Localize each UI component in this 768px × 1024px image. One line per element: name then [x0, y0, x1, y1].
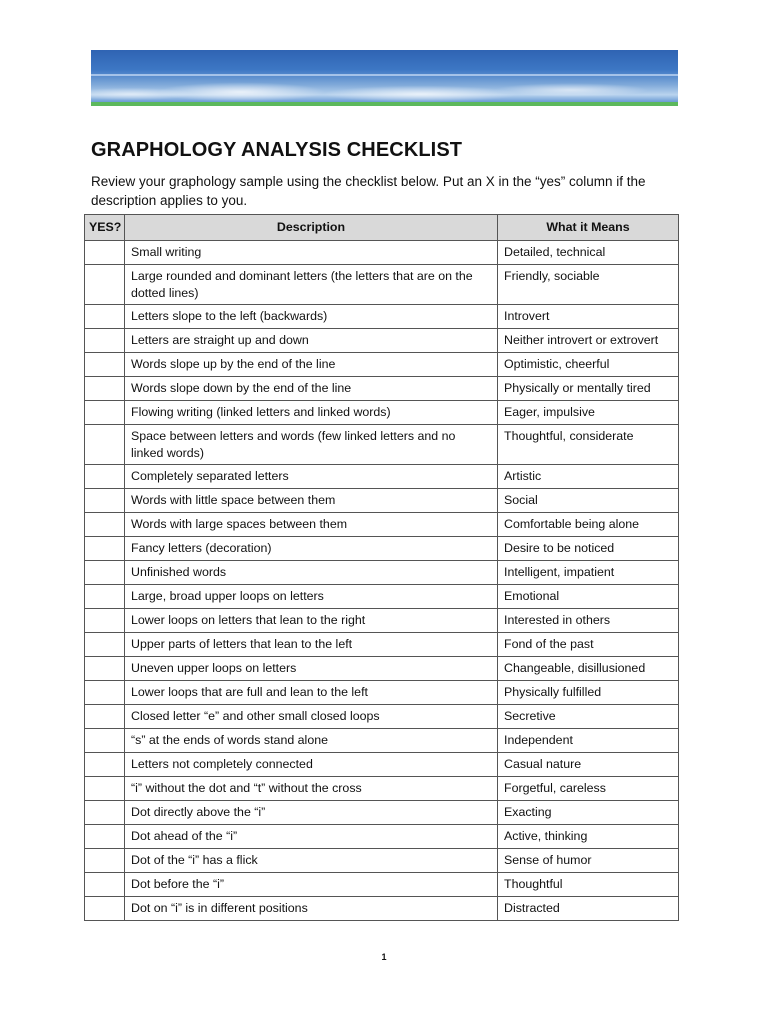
description-cell: Lower loops on letters that lean to the right	[125, 609, 498, 633]
table-row	[85, 753, 679, 777]
yes-checkbox-cell[interactable]	[85, 873, 125, 897]
description-cell: “i” without the dot and “t” without the cross	[125, 777, 498, 801]
yes-checkbox-cell[interactable]	[85, 753, 125, 777]
column-header-yes: YES?	[85, 215, 125, 241]
meaning-cell: Emotional	[498, 585, 679, 609]
yes-checkbox-cell[interactable]	[85, 329, 125, 353]
meaning-cell: Detailed, technical	[498, 241, 679, 265]
yes-checkbox-cell[interactable]	[85, 353, 125, 377]
table-row	[85, 873, 679, 897]
table-row	[85, 585, 679, 609]
meaning-cell: Interested in others	[498, 609, 679, 633]
yes-checkbox-cell[interactable]	[85, 897, 125, 921]
meaning-cell: Desire to be noticed	[498, 537, 679, 561]
description-cell: “s” at the ends of words stand alone	[125, 729, 498, 753]
table-row	[85, 489, 679, 513]
description-cell: Flowing writing (linked letters and linked words)	[125, 401, 498, 425]
meaning-cell: Friendly, sociable	[498, 265, 679, 305]
description-cell: Letters not completely connected	[125, 753, 498, 777]
description-cell: Dot directly above the “i”	[125, 801, 498, 825]
description-cell: Upper parts of letters that lean to the left	[125, 633, 498, 657]
yes-checkbox-cell[interactable]	[85, 241, 125, 265]
table-row	[85, 425, 679, 465]
yes-checkbox-cell[interactable]	[85, 633, 125, 657]
yes-checkbox-cell[interactable]	[85, 681, 125, 705]
yes-checkbox-cell[interactable]	[85, 513, 125, 537]
meaning-cell: Active, thinking	[498, 825, 679, 849]
meaning-cell: Thoughtful, considerate	[498, 425, 679, 465]
meaning-cell: Fond of the past	[498, 633, 679, 657]
yes-checkbox-cell[interactable]	[85, 801, 125, 825]
yes-checkbox-cell[interactable]	[85, 489, 125, 513]
meaning-cell: Independent	[498, 729, 679, 753]
description-cell: Dot on “i” is in different positions	[125, 897, 498, 921]
description-cell: Dot of the “i” has a flick	[125, 849, 498, 873]
yes-checkbox-cell[interactable]	[85, 305, 125, 329]
table-row	[85, 241, 679, 265]
meaning-cell: Comfortable being alone	[498, 513, 679, 537]
intro-text: Review your graphology sample using the checklist below. Put an X in the “yes” column if the description applies to you.	[91, 174, 646, 208]
meaning-cell: Artistic	[498, 465, 679, 489]
checklist-table	[84, 214, 679, 921]
table-row	[85, 801, 679, 825]
description-cell: Space between letters and words (few linked letters and no linked words)	[125, 425, 498, 465]
yes-checkbox-cell[interactable]	[85, 849, 125, 873]
page-number: 1	[381, 952, 387, 962]
description-cell: Large, broad upper loops on letters	[125, 585, 498, 609]
column-header-description: Description	[125, 215, 498, 241]
description-cell: Uneven upper loops on letters	[125, 657, 498, 681]
table-row	[85, 305, 679, 329]
table-row	[85, 353, 679, 377]
description-cell: Words with large spaces between them	[125, 513, 498, 537]
banner-green-rule	[91, 102, 678, 106]
meaning-cell: Secretive	[498, 705, 679, 729]
table-row	[85, 537, 679, 561]
yes-checkbox-cell[interactable]	[85, 825, 125, 849]
yes-checkbox-cell[interactable]	[85, 401, 125, 425]
description-cell: Dot ahead of the “i”	[125, 825, 498, 849]
yes-checkbox-cell[interactable]	[85, 657, 125, 681]
meaning-cell: Social	[498, 489, 679, 513]
yes-checkbox-cell[interactable]	[85, 777, 125, 801]
header-row	[85, 215, 679, 241]
description-cell: Dot before the “i”	[125, 873, 498, 897]
description-cell: Completely separated letters	[125, 465, 498, 489]
table-row	[85, 849, 679, 873]
table-row	[85, 657, 679, 681]
meaning-cell: Eager, impulsive	[498, 401, 679, 425]
description-cell: Lower loops that are full and lean to the left	[125, 681, 498, 705]
description-cell: Words with little space between them	[125, 489, 498, 513]
meaning-cell: Neither introvert or extrovert	[498, 329, 679, 353]
description-cell: Words slope up by the end of the line	[125, 353, 498, 377]
table-row	[85, 465, 679, 489]
meaning-cell: Distracted	[498, 897, 679, 921]
yes-checkbox-cell[interactable]	[85, 609, 125, 633]
table-row	[85, 633, 679, 657]
table-row	[85, 705, 679, 729]
description-cell: Small writing	[125, 241, 498, 265]
meaning-cell: Optimistic, cheerful	[498, 353, 679, 377]
table-row	[85, 609, 679, 633]
table-row	[85, 513, 679, 537]
description-cell: Fancy letters (decoration)	[125, 537, 498, 561]
meaning-cell: Thoughtful	[498, 873, 679, 897]
description-cell: Letters are straight up and down	[125, 329, 498, 353]
meaning-cell: Sense of humor	[498, 849, 679, 873]
table-body	[85, 241, 679, 921]
yes-checkbox-cell[interactable]	[85, 265, 125, 305]
description-cell: Large rounded and dominant letters (the letters that are on the dotted lines)	[125, 265, 498, 305]
page-title: GRAPHOLOGY ANALYSIS CHECKLIST	[91, 139, 463, 161]
description-cell: Letters slope to the left (backwards)	[125, 305, 498, 329]
header-banner	[91, 50, 678, 106]
meaning-cell: Intelligent, impatient	[498, 561, 679, 585]
yes-checkbox-cell[interactable]	[85, 561, 125, 585]
meaning-cell: Introvert	[498, 305, 679, 329]
yes-checkbox-cell[interactable]	[85, 537, 125, 561]
table-row	[85, 329, 679, 353]
table-row	[85, 401, 679, 425]
yes-checkbox-cell[interactable]	[85, 705, 125, 729]
description-cell: Unfinished words	[125, 561, 498, 585]
yes-checkbox-cell[interactable]	[85, 585, 125, 609]
meaning-cell: Physically fulfilled	[498, 681, 679, 705]
yes-checkbox-cell[interactable]	[85, 425, 125, 465]
table-row	[85, 377, 679, 401]
table-row	[85, 265, 679, 305]
table-header	[85, 215, 679, 241]
banner-stripe	[91, 74, 678, 76]
meaning-cell: Forgetful, careless	[498, 777, 679, 801]
yes-checkbox-cell[interactable]	[85, 729, 125, 753]
yes-checkbox-cell[interactable]	[85, 377, 125, 401]
yes-checkbox-cell[interactable]	[85, 465, 125, 489]
table-row	[85, 681, 679, 705]
description-cell: Words slope down by the end of the line	[125, 377, 498, 401]
description-cell: Closed letter “e” and other small closed loops	[125, 705, 498, 729]
meaning-cell: Physically or mentally tired	[498, 377, 679, 401]
table-row	[85, 825, 679, 849]
meaning-cell: Changeable, disillusioned	[498, 657, 679, 681]
table-row	[85, 561, 679, 585]
table-row	[85, 729, 679, 753]
meaning-cell: Casual nature	[498, 753, 679, 777]
table-row	[85, 897, 679, 921]
column-header-meaning: What it Means	[498, 215, 679, 241]
meaning-cell: Exacting	[498, 801, 679, 825]
table-row	[85, 777, 679, 801]
